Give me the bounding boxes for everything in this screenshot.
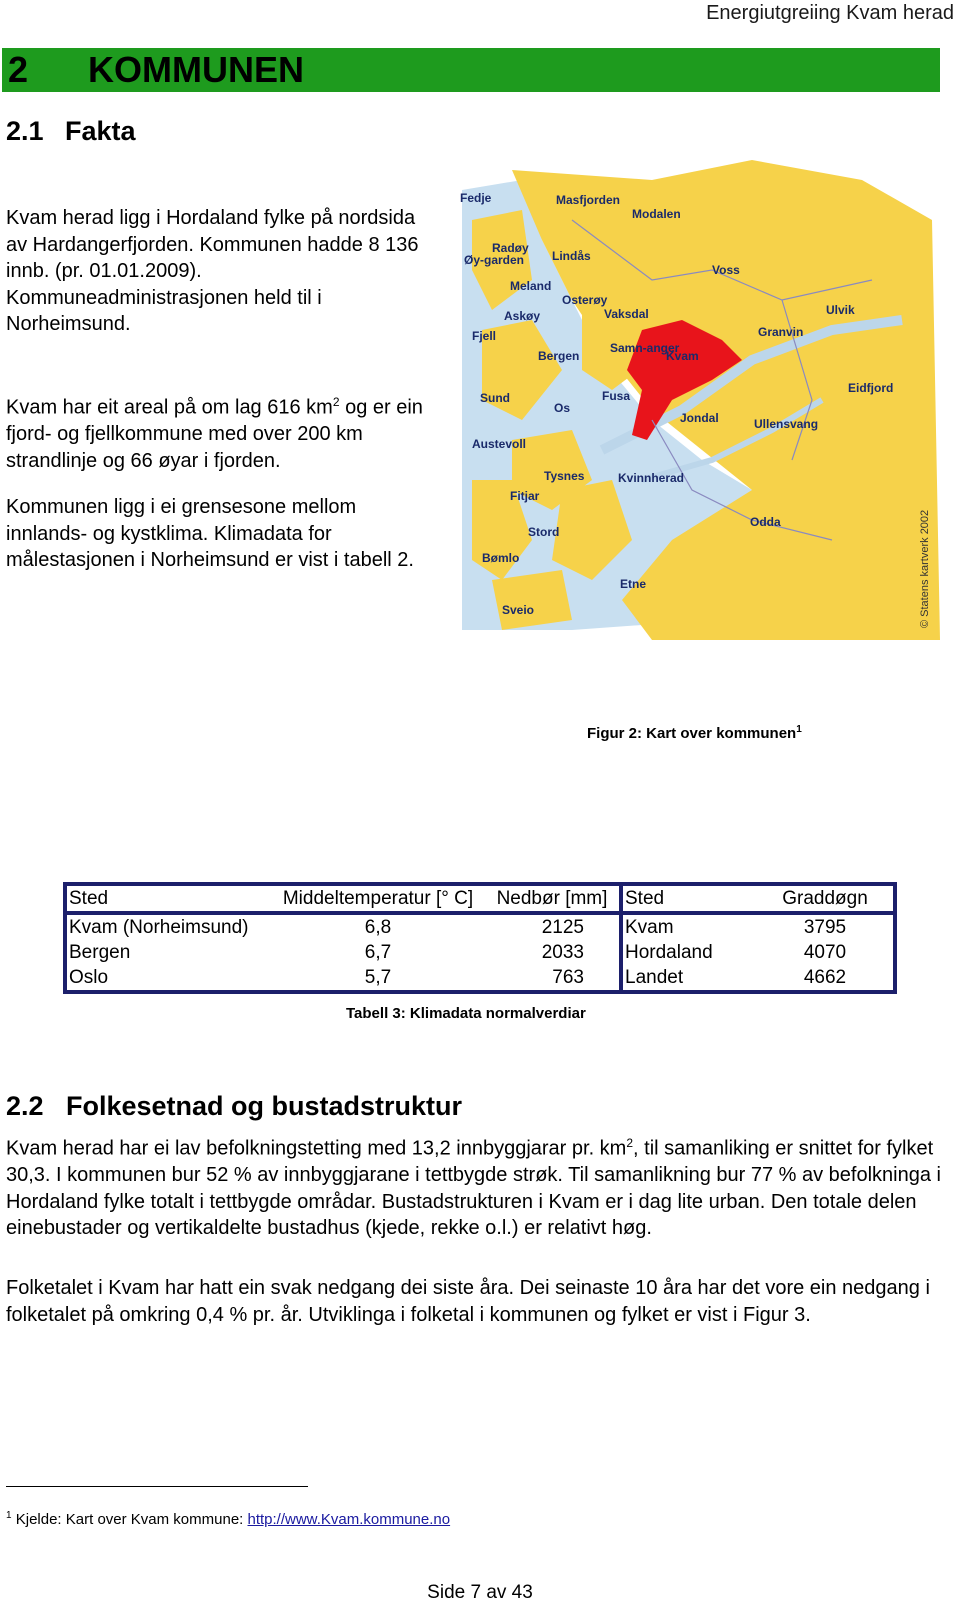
map-label: Bømlo <box>482 551 520 565</box>
kvam-map-image <box>452 160 940 640</box>
map-label: Radøy <box>492 241 529 255</box>
table-cell: 2033 <box>541 941 584 963</box>
map-label: Jondal <box>680 411 719 425</box>
header-cell: Middeltemperatur [° C] <box>271 884 485 913</box>
table-caption: Tabell 3: Klimadata normalverdiar <box>346 1005 586 1022</box>
table-cell: 763 <box>485 965 621 992</box>
table-cell: 4070 <box>757 940 895 965</box>
footnote-divider <box>6 1486 308 1487</box>
map-label: Tysnes <box>544 469 585 483</box>
map-label: Fusa <box>602 389 631 403</box>
map-label: Voss <box>712 263 740 277</box>
chapter-title: KOMMUNEN <box>88 49 304 90</box>
density-text: Kvam herad har ei lav befolkningstetting med 13,2 innbyggjarar pr. km <box>6 1137 627 1160</box>
chapter-number: 2 <box>8 49 29 90</box>
map-label: Austevoll <box>472 437 527 451</box>
header-cell: Sted <box>65 884 271 913</box>
table-cell: 2125 <box>541 916 584 938</box>
intro-text-1: Kvam herad ligg i Hordaland fylke på nordsida av Hardangerfjorden. Kommunen hadde 8 136 innb. (pr. 01.01.2009). Kommuneadministrasjonen held til i Norheimsund. <box>6 207 419 335</box>
map-label: Modalen <box>632 207 681 221</box>
map-label: Kvam <box>666 349 699 363</box>
intro-paragraph-3 <box>6 494 436 574</box>
map-copyright: © Statens kartverk 2002 <box>919 509 931 628</box>
table-cell: 6,8 <box>364 916 392 938</box>
intro-text-2 <box>6 389 436 474</box>
table-cell: Kvam (Norheimsund) <box>65 913 271 940</box>
map-label: Granvin <box>758 325 804 339</box>
map-label: Ulvik <box>826 303 855 317</box>
map-label: Samn-anger <box>610 341 680 355</box>
footnote <box>6 1510 450 1528</box>
table-row <box>65 913 895 940</box>
area-text: Kvam har eit areal på om lag 616 km <box>6 396 333 419</box>
superscript: 2 <box>332 395 340 409</box>
section-title: Fakta <box>65 116 136 146</box>
header-cell: Graddøgn <box>757 884 895 913</box>
body-paragraph-1 <box>6 1130 946 1242</box>
header-cell: Sted <box>621 884 757 913</box>
map-label: Fjell <box>472 329 497 343</box>
intro-paragraph-1 <box>6 205 436 338</box>
map-label: Sveio <box>502 603 535 617</box>
document-header-title: Energiutgreiing Kvam herad <box>706 2 954 24</box>
table-cell: Landet <box>621 965 757 992</box>
table-cell: Kvam <box>621 913 757 940</box>
table-cell: 3795 <box>757 913 895 940</box>
section-title: Folkesetnad og bustadstruktur <box>66 1091 463 1121</box>
page-number: Side 7 av 43 <box>427 1582 533 1603</box>
density-text-cont: , til samanliking er snittet for fylket 30,3. I kommunen bur 52 % av innbyggjarane i tettbygde strøk. Til samanlikning bur 77 % av befolkninga i Hordaland fylke totalt i tettbygde områdar. Bustadstrukturen i Kvam er i dag lite urban. Den totale delen einebustader og vertikaldelte bustadhus (kjede, rekke o.l.) er relativt høg. <box>6 1137 941 1240</box>
table-row <box>65 965 895 992</box>
table-cell: 4662 <box>757 965 895 992</box>
table-header-row <box>65 884 895 913</box>
map-label: Osterøy <box>562 293 608 307</box>
map-label: Stord <box>528 525 560 539</box>
table-cell: Oslo <box>65 965 271 992</box>
footnote-link[interactable]: http://www.Kvam.kommune.no <box>247 1511 451 1528</box>
map-label: Sund <box>480 391 510 405</box>
figure-caption-text: Figur 2: Kart over kommunen <box>587 725 797 742</box>
map-label: Ullensvang <box>754 417 819 431</box>
intro-text-3: Kommunen ligg i ei grensesone mellom innlands- og kystklima. Klimadata for målestasjonen i Norheimsund er vist i tabell 2. <box>6 496 414 571</box>
section-number: 2.2 <box>6 1091 44 1121</box>
footnote-text: Kjelde: Kart over Kvam kommune: <box>15 1511 248 1528</box>
map-label: Vaksdal <box>604 307 649 321</box>
table-cell: 6,7 <box>364 941 392 963</box>
map-label: Fitjar <box>510 489 540 503</box>
footnote-ref: 1 <box>796 724 802 735</box>
table-cell: Bergen <box>65 940 271 965</box>
map-label: Lindås <box>552 249 591 263</box>
header-cell: Nedbør [mm] <box>485 884 621 913</box>
figure-caption <box>587 724 802 742</box>
map-label: Askøy <box>504 309 541 323</box>
map-label: Masfjorden <box>556 193 621 207</box>
body-paragraph-2: Folketalet i Kvam har hatt ein svak nedgang dei siste åra. Dei seinaste 10 åra har det vore ein nedgang i folketalet på omkring 0,4 % pr. år. Utviklinga i folketal i kommunen og fylket er vist i Figur 3. <box>6 1277 930 1326</box>
table-row <box>65 940 895 965</box>
table-cell: 5,7 <box>271 965 485 992</box>
map-label: Os <box>554 401 571 415</box>
area-text-cont: og er ein fjord- og fjellkommune med over 200 km strandlinje og 66 øyar i fjorden. <box>6 396 423 472</box>
map-label: Bergen <box>538 349 580 363</box>
map-label: Odda <box>750 515 781 529</box>
map-label: Øy-garden <box>464 253 525 267</box>
map-label: Fedje <box>460 191 492 205</box>
map-label: Kvinnherad <box>618 471 685 485</box>
map-label: Eidfjord <box>848 381 894 395</box>
map-label: Meland <box>510 279 552 293</box>
superscript: 2 <box>626 1136 634 1150</box>
intro-paragraph-2 <box>6 389 436 474</box>
section-number: 2.1 <box>6 116 44 146</box>
table-cell: Hordaland <box>621 940 757 965</box>
map-label: Etne <box>620 577 647 591</box>
climate-table <box>63 882 897 994</box>
footnote-number: 1 <box>6 1510 12 1521</box>
